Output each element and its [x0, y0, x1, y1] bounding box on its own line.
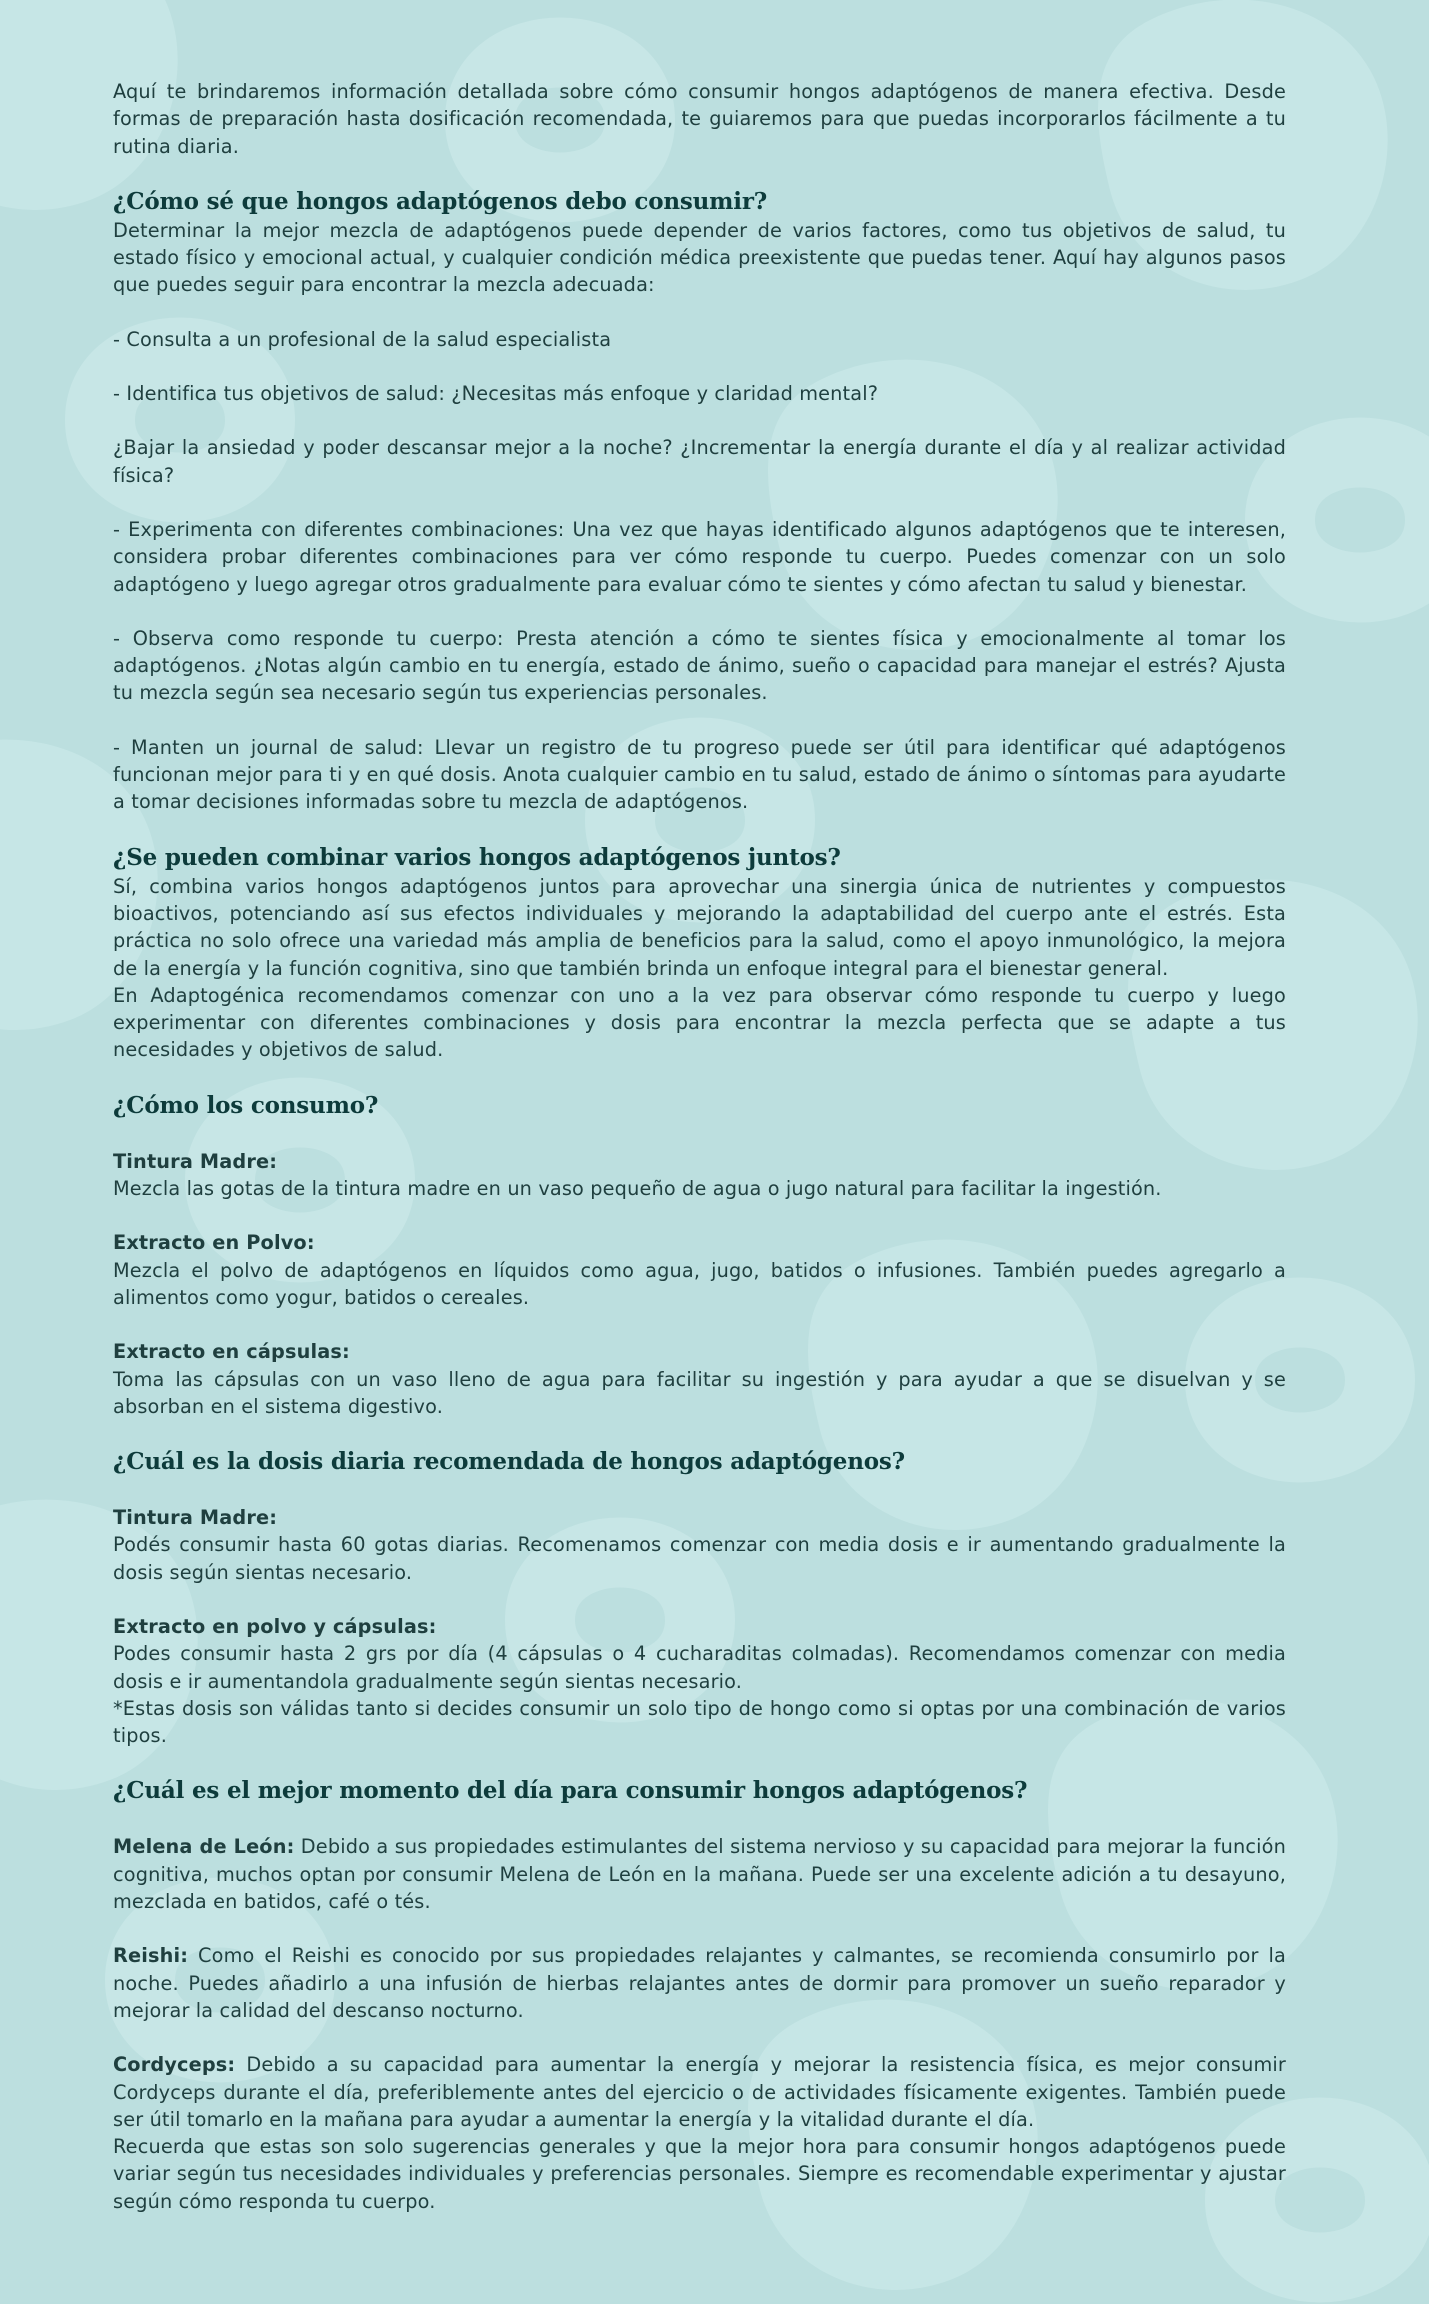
- section-title-which-mushrooms: ¿Cómo sé que hongos adaptógenos debo consumir?: [113, 187, 768, 215]
- item-text: Podes consumir hasta 2 grs por día (4 cápsulas o 4 cucharaditas colmadas). Recomendamos comenzar con media dosis e ir aumentandola gradualmente según sientas necesario.: [113, 1642, 1286, 1693]
- dose-note: *Estas dosis son válidas tanto si decides consumir un solo tipo de hongo como si optas por una combinación de varios tipos.: [113, 1696, 1286, 1748]
- section-title-best-time: ¿Cuál es el mejor momento del día para consumir hongos adaptógenos?: [113, 1777, 1028, 1805]
- paragraph: - Identifica tus objetivos de salud: ¿Necesitas más enfoque y claridad mental?: [113, 382, 879, 406]
- item-text: Como el Reishi es conocido por sus propiedades relajantes y calmantes, se recomienda consumirlo por la noche. Puedes añadirlo a una infusión de hierbas relajantes antes de dormir para promover un sueño reparador y mejorar la calidad del descanso nocturno.: [113, 1944, 1286, 2022]
- paragraph: - Consulta a un profesional de la salud especialista: [113, 327, 612, 351]
- item-text: Mezcla las gotas de la tintura madre en un vaso pequeño de agua o jugo natural para facilitar la ingestión.: [113, 1177, 1162, 1201]
- paragraph: ¿Bajar la ansiedad y poder descansar mejor a la noche? ¿Incrementar la energía durante el día y al realizar actividad física?: [113, 436, 1286, 487]
- article: [113, 78, 1286, 2215]
- intro-paragraph: Aquí te brindaremos información detallada sobre cómo consumir hongos adaptógenos de manera efectiva. Desde formas de preparación hasta dosificación recomendada, te guiaremos para que puedas incorporarlos fácilmente a tu rutina diaria.: [113, 80, 1286, 158]
- item-label: Extracto en Polvo:: [113, 1231, 315, 1255]
- item-label: Tintura Madre:: [113, 1149, 278, 1173]
- item-label: Reishi:: [113, 1944, 189, 1968]
- item-text: Toma las cápsulas con un vaso lleno de agua para facilitar su ingestión y para ayudar a que se disuelvan y se absorban en el sistema digestivo.: [113, 1367, 1286, 1418]
- section-title-how-to-consume: ¿Cómo los consumo?: [113, 1091, 379, 1119]
- item-label: Tintura Madre:: [113, 1506, 278, 1530]
- item-text: Podés consumir hasta 60 gotas diarias. Recomenamos comenzar con media dosis e ir aumentando gradualmente la dosis según sientas necesario.: [113, 1533, 1286, 1584]
- paragraph: En Adaptogénica recomendamos comenzar con uno a la vez para observar cómo responde tu cuerpo y luego experimentar con diferentes combinaciones y dosis para encontrar la mezcla perfecta que se adapte a tus necesidades y objetivos de salud.: [113, 983, 1286, 1062]
- paragraph: - Experimenta con diferentes combinaciones: Una vez que hayas identificado algunos adaptógenos que te interesen, considera probar diferentes combinaciones para ver cómo responde tu cuerpo. Puedes comenzar con un solo adaptógeno y luego agregar otros gradualmente para evaluar cómo te sientes y cómo afectan tu salud y bienestar.: [113, 517, 1286, 596]
- item-text: Mezcla el polvo de adaptógenos en líquidos como agua, jugo, batidos o infusiones. También puedes agregarlo a alimentos como yogur, batidos o cereales.: [113, 1258, 1286, 1309]
- item-text: Debido a su capacidad para aumentar la energía y mejorar la resistencia física, es mejor consumir Cordyceps durante el día, preferiblemente antes del ejercicio o de actividades físicamente exigentes. También puede ser útil tomarlo en la mañana para ayudar a aumentar la energía y la vitalidad durante el día.: [113, 2053, 1286, 2131]
- item-label: Cordyceps:: [113, 2053, 236, 2077]
- item-text: Debido a sus propiedades estimulantes del sistema nervioso y su capacidad para mejorar la función cognitiva, muchos optan por consumir Melena de León en la mañana. Puede ser una excelente adición a tu desayuno, mezclada en batidos, café o tés.: [113, 1835, 1286, 1914]
- paragraph: - Observa como responde tu cuerpo: Presta atención a cómo te sientes física y emocionalmente al tomar los adaptógenos. ¿Notas algún cambio en tu energía, estado de ánimo, sueño o capacidad para manejar el estrés? Ajusta tu mezcla según sea necesario según tus experiencias personales.: [113, 626, 1286, 705]
- item-label: Melena de León:: [113, 1835, 295, 1859]
- item-label: Extracto en cápsulas:: [113, 1340, 350, 1364]
- paragraph: Sí, combina varios hongos adaptógenos juntos para aprovechar una sinergia única de nutrientes y compuestos bioactivos, potenciando así sus efectos individuales y mejorando la adaptabilidad del cuerpo ante el estrés. Esta práctica no solo ofrece una variedad más amplia de beneficios para la salud, como el apoyo inmunológico, la mejora de la energía y la función cognitiva, sino que también brinda un enfoque integral para el bienestar general.: [113, 874, 1286, 980]
- item-paragraph: [113, 1942, 1286, 2024]
- closing-paragraph: Recuerda que estas son solo sugerencias generales y que la mejor hora para consumir hongos adaptógenos puede variar según tus necesidades individuales y preferencias personales. Siempre es recomendable experimentar y ajustar según cómo responda tu cuerpo.: [113, 2135, 1286, 2213]
- item-label: Extracto en polvo y cápsulas:: [113, 1614, 437, 1638]
- section-title-combine: ¿Se pueden combinar varios hongos adaptógenos juntos?: [113, 843, 841, 871]
- section-title-daily-dose: ¿Cuál es la dosis diaria recomendada de hongos adaptógenos?: [113, 1448, 905, 1476]
- paragraph: - Manten un journal de salud: Llevar un registro de tu progreso puede ser útil para identificar qué adaptógenos funcionan mejor para ti y en qué dosis. Anota cualquier cambio en tu salud, estado de ánimo o síntomas para ayudarte a tomar decisiones informadas sobre tu mezcla de adaptógenos.: [113, 735, 1286, 814]
- item-paragraph: [113, 2051, 1286, 2133]
- paragraph: Determinar la mejor mezcla de adaptógenos puede depender de varios factores, como tus objetivos de salud, tu estado físico y emocional actual, y cualquier condición médica preexistente que puedas tener. Aquí hay algunos pasos que puedes seguir para encontrar la mezcla adecuada:: [113, 218, 1286, 297]
- item-paragraph: [113, 1833, 1286, 1915]
